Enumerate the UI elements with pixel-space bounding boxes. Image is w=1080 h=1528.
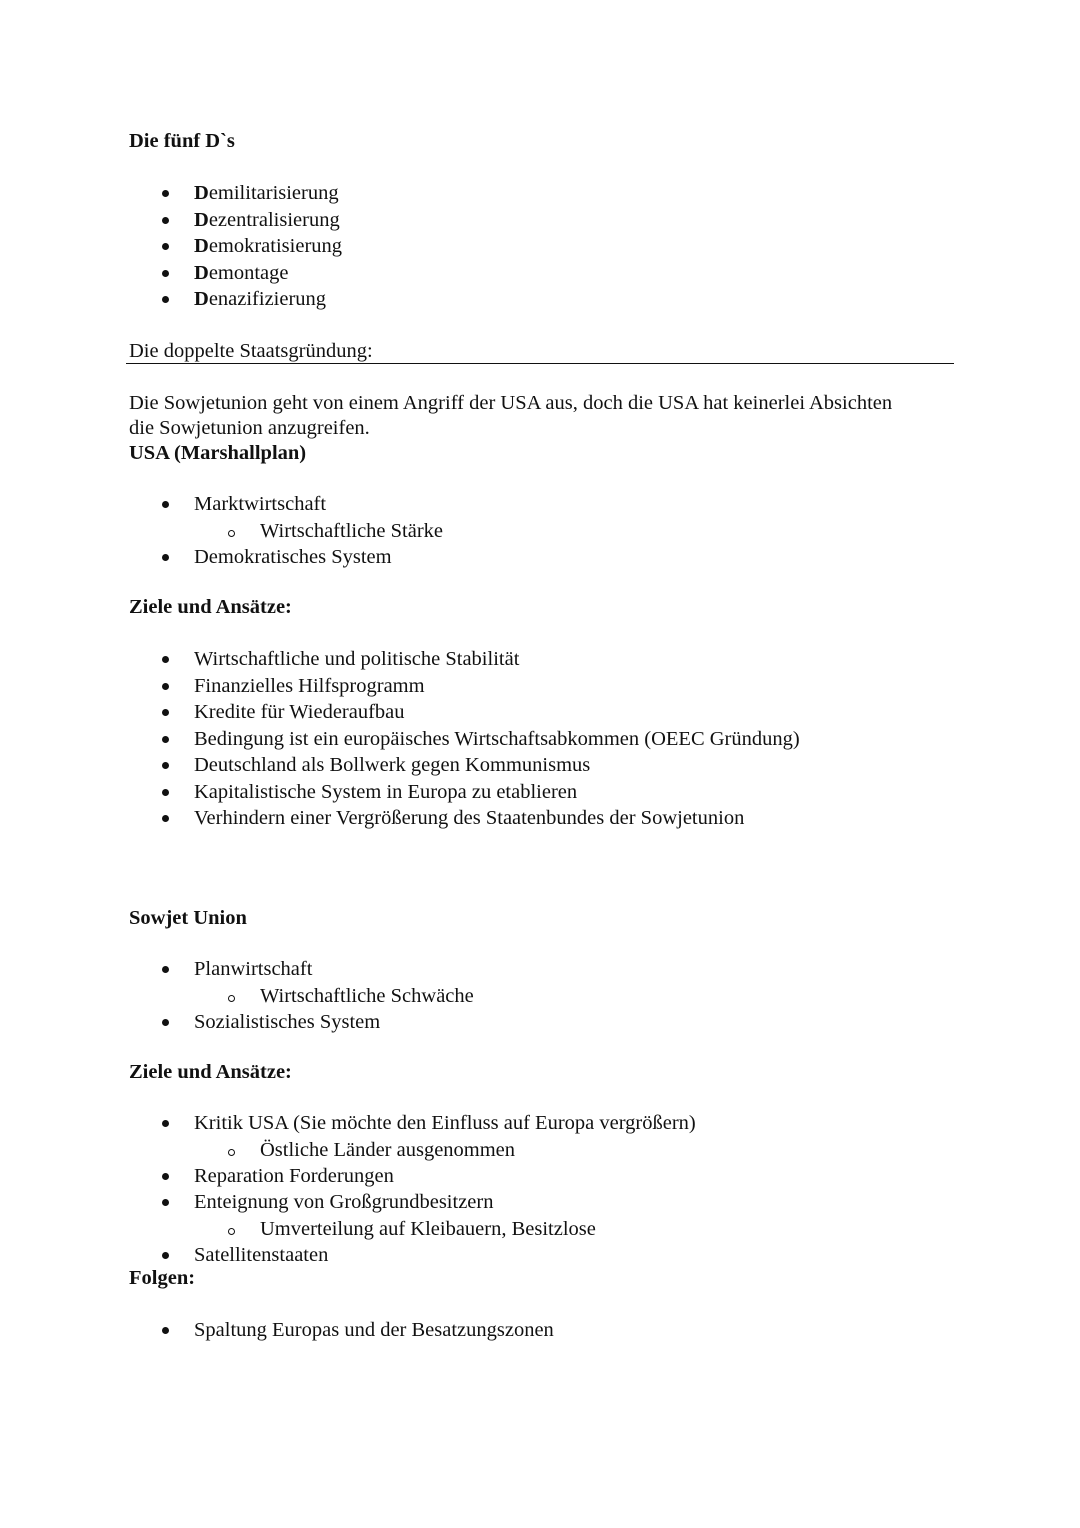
five-ds-list	[0, 180, 342, 313]
list-item: Demontage	[0, 260, 342, 287]
bullet-icon	[162, 243, 169, 250]
list-item: Demokratisches System	[0, 544, 443, 571]
intro-line-1: Die Sowjetunion geht von einem Angriff der USA aus, doch die USA hat keinerlei Absichten	[129, 392, 893, 414]
sub-list-item: Östliche Länder ausgenommen	[0, 1137, 696, 1163]
soviet-list	[0, 956, 474, 1035]
list-item: Marktwirtschaft	[0, 491, 443, 518]
list-item: Kapitalistische System in Europa zu etablieren	[0, 779, 800, 806]
list-item: Finanzielles Hilfsprogramm	[0, 673, 800, 700]
sub-list-item: Wirtschaftliche Stärke	[0, 518, 443, 544]
bullet-icon	[162, 1019, 169, 1026]
list-item: Kredite für Wiederaufbau	[0, 699, 800, 726]
intro-line-2: die Sowjetunion anzugreifen.	[129, 417, 370, 439]
list-item: Wirtschaftliche und politische Stabilität	[0, 646, 800, 673]
bullet-icon	[162, 190, 169, 197]
usa-goals-list	[0, 646, 800, 832]
bullet-icon	[162, 1252, 169, 1259]
bullet-icon	[162, 1173, 169, 1180]
bullet-icon	[162, 683, 169, 690]
bullet-icon	[162, 270, 169, 277]
list-item: Demilitarisierung	[0, 180, 342, 207]
soviet-goals-list	[0, 1110, 696, 1268]
list-item: Satellitenstaaten	[0, 1242, 696, 1269]
bullet-icon	[162, 1120, 169, 1127]
bullet-icon	[162, 296, 169, 303]
bullet-icon	[162, 762, 169, 769]
usa-list	[0, 491, 443, 570]
circle-bullet-icon	[228, 1149, 235, 1156]
list-item: Dezentralisierung	[0, 207, 342, 234]
list-item: Enteignung von Großgrundbesitzern	[0, 1189, 696, 1216]
list-item: Spaltung Europas und der Besatzungszonen	[0, 1317, 554, 1344]
section-divider	[126, 363, 954, 364]
list-item: Deutschland als Bollwerk gegen Kommunismus	[0, 752, 800, 779]
circle-bullet-icon	[228, 1228, 235, 1235]
bullet-icon	[162, 815, 169, 822]
bullet-icon	[162, 554, 169, 561]
sub-list-item: Wirtschaftliche Schwäche	[0, 983, 474, 1009]
usa-heading: USA (Marshallplan)	[129, 442, 307, 464]
list-item: Sozialistisches System	[0, 1009, 474, 1036]
soviet-goals-heading: Ziele und Ansätze:	[129, 1061, 292, 1083]
circle-bullet-icon	[228, 530, 235, 537]
list-item: Kritik USA (Sie möchte den Einfluss auf Europa vergrößern)	[0, 1110, 696, 1137]
five-ds-heading: Die fünf D`s	[129, 130, 235, 152]
bullet-icon	[162, 709, 169, 716]
bullet-icon	[162, 736, 169, 743]
list-item: Demokratisierung	[0, 233, 342, 260]
bullet-icon	[162, 501, 169, 508]
circle-bullet-icon	[228, 995, 235, 1002]
consequences-heading: Folgen:	[129, 1267, 196, 1289]
list-item: Planwirtschaft	[0, 956, 474, 983]
list-item: Denazifizierung	[0, 286, 342, 313]
sub-list-item: Umverteilung auf Kleibauern, Besitzlose	[0, 1216, 696, 1242]
usa-goals-heading: Ziele und Ansätze:	[129, 596, 292, 618]
list-item: Reparation Forderungen	[0, 1163, 696, 1190]
soviet-heading: Sowjet Union	[129, 907, 247, 929]
bullet-icon	[162, 1199, 169, 1206]
list-item: Bedingung ist ein europäisches Wirtschaftsabkommen (OEEC Gründung)	[0, 726, 800, 753]
bullet-icon	[162, 966, 169, 973]
bullet-icon	[162, 789, 169, 796]
consequences-list	[0, 1317, 554, 1344]
double-founding-heading: Die doppelte Staatsgründung:	[129, 340, 373, 362]
bullet-icon	[162, 217, 169, 224]
bullet-icon	[162, 1327, 169, 1334]
list-item: Verhindern einer Vergrößerung des Staatenbundes der Sowjetunion	[0, 805, 800, 832]
bullet-icon	[162, 656, 169, 663]
